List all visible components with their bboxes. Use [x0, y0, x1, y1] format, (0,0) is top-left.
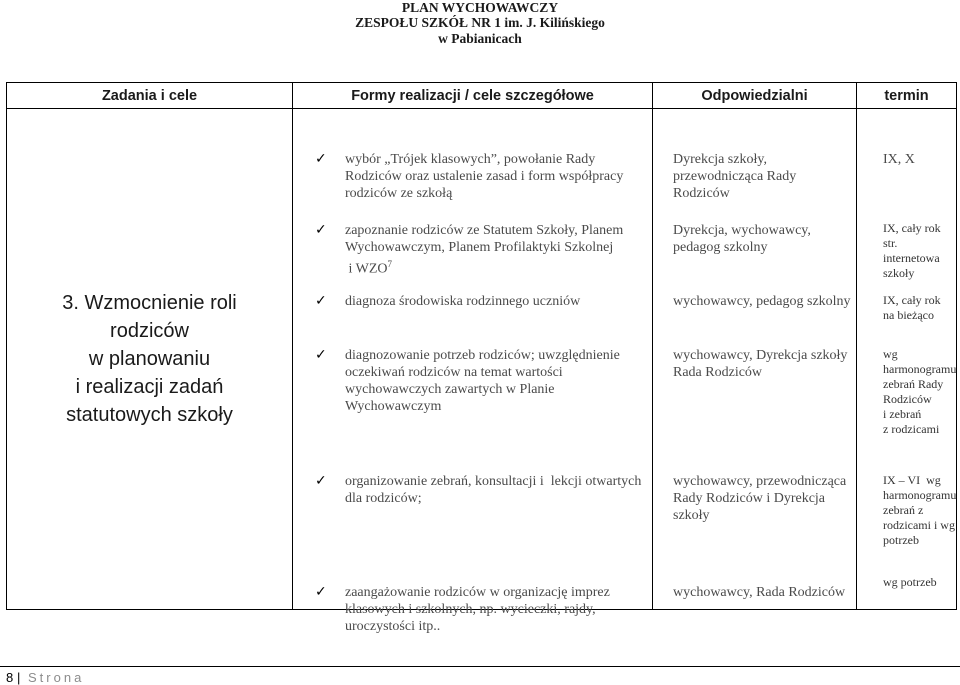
header-line-2: ZESPOŁU SZKÓŁ NR 1 im. J. Kilińskiego: [355, 15, 605, 30]
task-title-line-1: 3. Wzmocnienie roli: [62, 292, 237, 314]
footer-separator: |: [17, 670, 21, 685]
column-header-responsible: Odpowiedzialni: [653, 83, 857, 109]
check-icon: ✓: [315, 473, 327, 489]
term-item: IX – VI wg harmonogramu zebrań z rodzicami i wg potrzeb: [883, 473, 957, 547]
check-icon: ✓: [315, 222, 327, 238]
task-title-line-2: rodziców: [110, 320, 189, 342]
check-icon: ✓: [315, 293, 327, 309]
responsible-item: wychowawcy, Rada Rodziców: [673, 585, 846, 600]
table-header-row: [7, 83, 957, 109]
footer-label: Strona: [28, 670, 85, 685]
column-header-term: termin: [857, 83, 957, 109]
term-item: IX, cały rok str. internetowa szkoły: [883, 221, 941, 280]
term-item: IX, X: [883, 152, 915, 167]
responsible-item: Dyrekcja, wychowawcy, pedagog szkolny: [673, 223, 811, 255]
column-header-tasks: Zadania i cele: [7, 83, 293, 109]
plan-table: [6, 82, 957, 634]
check-icon: ✓: [315, 151, 327, 167]
term-item: IX, cały rok na bieżąco: [883, 293, 941, 322]
footer-divider: [0, 666, 960, 667]
forms-cell: ✓ wybór „Trójek klasowych”, powołanie Rady Rodziców oraz ustalenie zasad i form współpracy rodziców ze szkołą ✓ zapoznanie rodziców ze Statutem Szkoły, Planem Wychowawczym, Planem Profilaktyki Szkolnej i WZO$^7$ ✓ diagnoza środowiska rodzinnego uczniów ✓ diagnozowanie potrzeb rodziców; uwzględnienie oczekiwań rodziców na temat wartości wychowawczych zawartych w Planie Wychowawczym ✓ organizowanie zebrań, konsultacji i lekcji otwartych dla rodziców; ✓ zaangażowanie rodziców w organizację imprez klasowych i szkolnych, np. wycieczki, rajdy, uroczystości itp..: [293, 109, 653, 610]
responsible-item: wychowawcy, pedagog szkolny: [673, 294, 851, 309]
task-title-line-5: statutowych szkoły: [66, 404, 233, 426]
check-icon: ✓: [315, 584, 327, 600]
task-title-line-4: i realizacji zadań: [75, 376, 224, 398]
responsible-cell: [653, 109, 857, 610]
responsible-item: wychowawcy, Dyrekcja szkoły Rada Rodziców: [673, 348, 848, 380]
term-item: wg harmonogramu zebrań Rady Rodziców i zebrań z rodzicami: [883, 347, 957, 436]
task-cell: [7, 109, 293, 610]
header-line-3: w Pabianicach: [438, 31, 522, 46]
task-title-line-3: w planowaniu: [88, 348, 211, 370]
responsible-item: wychowawcy, przewodnicząca Rady Rodziców i Dyrekcja szkoły: [673, 474, 847, 523]
column-header-forms: Formy realizacji / cele szczegółowe: [293, 83, 653, 109]
check-icon: ✓: [315, 347, 327, 363]
term-item: wg potrzeb: [883, 575, 937, 589]
page-number: 8: [6, 670, 14, 685]
responsible-item: Dyrekcja szkoły, przewodnicząca Rady Rodziców: [673, 152, 797, 201]
page-footer: [0, 666, 960, 685]
header-line-1: PLAN WYCHOWAWCZY: [401, 0, 559, 15]
table-row: [7, 109, 957, 610]
term-cell: [857, 109, 957, 610]
